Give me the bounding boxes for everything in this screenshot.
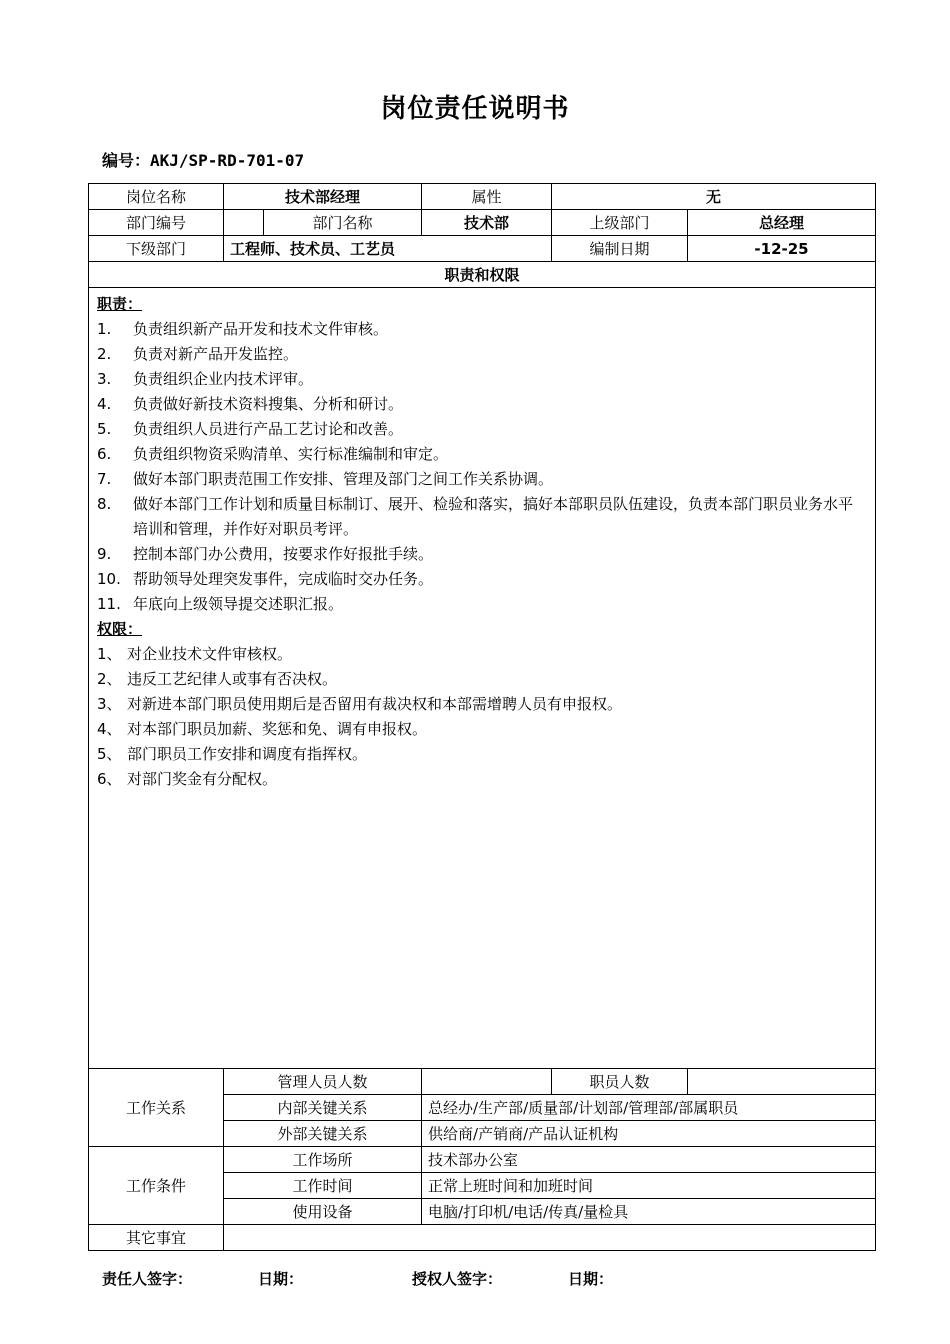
duty-item (97, 592, 867, 617)
signature-footer (0, 1268, 950, 1292)
duty-item (97, 442, 867, 467)
work-place-value: 技术部办公室 (422, 1147, 876, 1173)
item-text: 对新进本部门职员使用期后是否留用有裁决权和本部需增聘人员有申报权。 (127, 695, 623, 713)
item-number: 9. (97, 545, 112, 563)
internal-relations-value: 总经办/生产部/质量部/计划部/管理部/部属职员 (422, 1095, 876, 1121)
item-text: 对部门奖金有分配权。 (127, 770, 278, 788)
label-work-conditions: 工作条件 (89, 1147, 224, 1225)
item-text: 对本部门职员加薪、奖惩和免、调有申报权。 (127, 720, 428, 738)
equipment-value: 电脑/打印机/电话/传真/量检具 (422, 1199, 876, 1225)
item-text: 违反工艺纪律人或事有否决权。 (127, 670, 338, 688)
item-number: 5、 (97, 745, 122, 763)
duties-list (97, 317, 867, 617)
label-dept-name: 部门名称 (264, 210, 422, 236)
item-text: 年底向上级领导提交述职汇报。 (133, 595, 344, 613)
item-text: 负责组织企业内技术评审。 (133, 370, 314, 388)
right-item (97, 692, 867, 717)
dept-number-value (224, 210, 264, 236)
item-number: 3、 (97, 695, 122, 713)
item-number: 7. (97, 470, 112, 488)
duty-item (97, 342, 867, 367)
duty-item (97, 492, 867, 542)
label-other-matters: 其它事宜 (89, 1225, 224, 1251)
other-row (89, 1225, 876, 1251)
label-equipment: 使用设备 (224, 1199, 422, 1225)
duty-item (97, 417, 867, 442)
document-number: 编号：AKJ/SP-RD-701-07 (102, 151, 305, 170)
work-time-value: 正常上班时间和加班时间 (422, 1173, 876, 1199)
label-superior: 上级部门 (552, 210, 688, 236)
external-relations-value: 供给商/产销商/产品认证机构 (422, 1121, 876, 1147)
item-number: 4. (97, 395, 112, 413)
right-item (97, 642, 867, 667)
item-number: 5. (97, 420, 112, 438)
duty-item (97, 392, 867, 417)
item-number: 8. (97, 495, 112, 513)
right-item (97, 667, 867, 692)
label-staff-count: 职员人数 (552, 1069, 688, 1095)
right-item (97, 767, 867, 792)
item-number: 4、 (97, 720, 122, 738)
item-number: 1. (97, 320, 112, 338)
responsible-date-label: 日期： (258, 1270, 304, 1288)
relations-row-1 (89, 1069, 876, 1095)
page-title: 岗位责任说明书 (380, 94, 570, 124)
staff-count-value (688, 1069, 876, 1095)
compile-date-value: -12-25 (688, 236, 876, 262)
duty-item (97, 317, 867, 342)
item-number: 10. (97, 570, 121, 588)
other-matters-value (224, 1225, 876, 1251)
item-number: 6. (97, 445, 112, 463)
item-text: 部门职员工作安排和调度有指挥权。 (127, 745, 368, 763)
dept-name-value: 技术部 (422, 210, 552, 236)
item-number: 6、 (97, 770, 122, 788)
section-title-row (89, 262, 876, 288)
label-compile-date: 编制日期 (552, 236, 688, 262)
right-item (97, 717, 867, 742)
item-text: 做好本部门职责范围工作安排、管理及部门之间工作关系协调。 (133, 470, 554, 488)
label-dept-number: 部门编号 (89, 210, 224, 236)
duty-item (97, 567, 867, 592)
subordinate-value: 工程师、技术员、工艺员 (224, 236, 552, 262)
duty-item (97, 542, 867, 567)
item-number: 1、 (97, 645, 122, 663)
header-row-1 (89, 184, 876, 210)
duty-item (97, 467, 867, 492)
label-manager-count: 管理人员人数 (224, 1069, 422, 1095)
position-value: 技术部经理 (224, 184, 422, 210)
duties-rights-row (89, 288, 876, 1069)
item-text: 负责组织人员进行产品工艺讨论和改善。 (133, 420, 404, 438)
item-text: 负责对新产品开发监控。 (133, 345, 299, 363)
duties-heading: 职责： (97, 295, 143, 313)
header-row-2 (89, 210, 876, 236)
authorizer-date-label: 日期： (568, 1270, 614, 1288)
label-external-relations: 外部关键关系 (224, 1121, 422, 1147)
item-text: 负责做好新技术资料搜集、分析和研讨。 (133, 395, 404, 413)
item-number: 3. (97, 370, 112, 388)
duty-item (97, 367, 867, 392)
item-number: 2、 (97, 670, 122, 688)
authorizer-signature-label: 授权人签字： (412, 1270, 503, 1288)
right-item (97, 742, 867, 767)
item-text: 对企业技术文件审核权。 (127, 645, 293, 663)
item-text: 负责组织新产品开发和技术文件审核。 (133, 320, 389, 338)
item-number: 2. (97, 345, 112, 363)
label-work-time: 工作时间 (224, 1173, 422, 1199)
job-description-table (88, 183, 876, 1251)
label-work-place: 工作场所 (224, 1147, 422, 1173)
item-text: 帮助领导处理突发事件，完成临时交办任务。 (133, 570, 434, 588)
item-text: 负责组织物资采购清单、实行标准编制和审定。 (133, 445, 449, 463)
rights-list (97, 642, 867, 792)
conditions-row-1 (89, 1147, 876, 1173)
section-title: 职责和权限 (89, 262, 876, 288)
superior-value: 总经理 (688, 210, 876, 236)
label-subordinate: 下级部门 (89, 236, 224, 262)
responsible-signature-label: 责任人签字： (102, 1270, 193, 1288)
label-internal-relations: 内部关键关系 (224, 1095, 422, 1121)
item-text: 控制本部门办公费用，按要求作好报批手续。 (133, 545, 434, 563)
label-position: 岗位名称 (89, 184, 224, 210)
item-number: 11. (97, 595, 121, 613)
label-work-relations: 工作关系 (89, 1069, 224, 1147)
duties-rights-cell (89, 288, 876, 1069)
rights-heading: 权限： (97, 620, 143, 638)
manager-count-value (422, 1069, 552, 1095)
header-row-3 (89, 236, 876, 262)
attribute-value: 无 (552, 184, 876, 210)
label-attribute: 属性 (422, 184, 552, 210)
item-text: 做好本部门工作计划和质量目标制订、展开、检验和落实，搞好本部职员队伍建设，负责本部门职员业务水平培训和管理，并作好对职员考评。 (133, 495, 854, 538)
